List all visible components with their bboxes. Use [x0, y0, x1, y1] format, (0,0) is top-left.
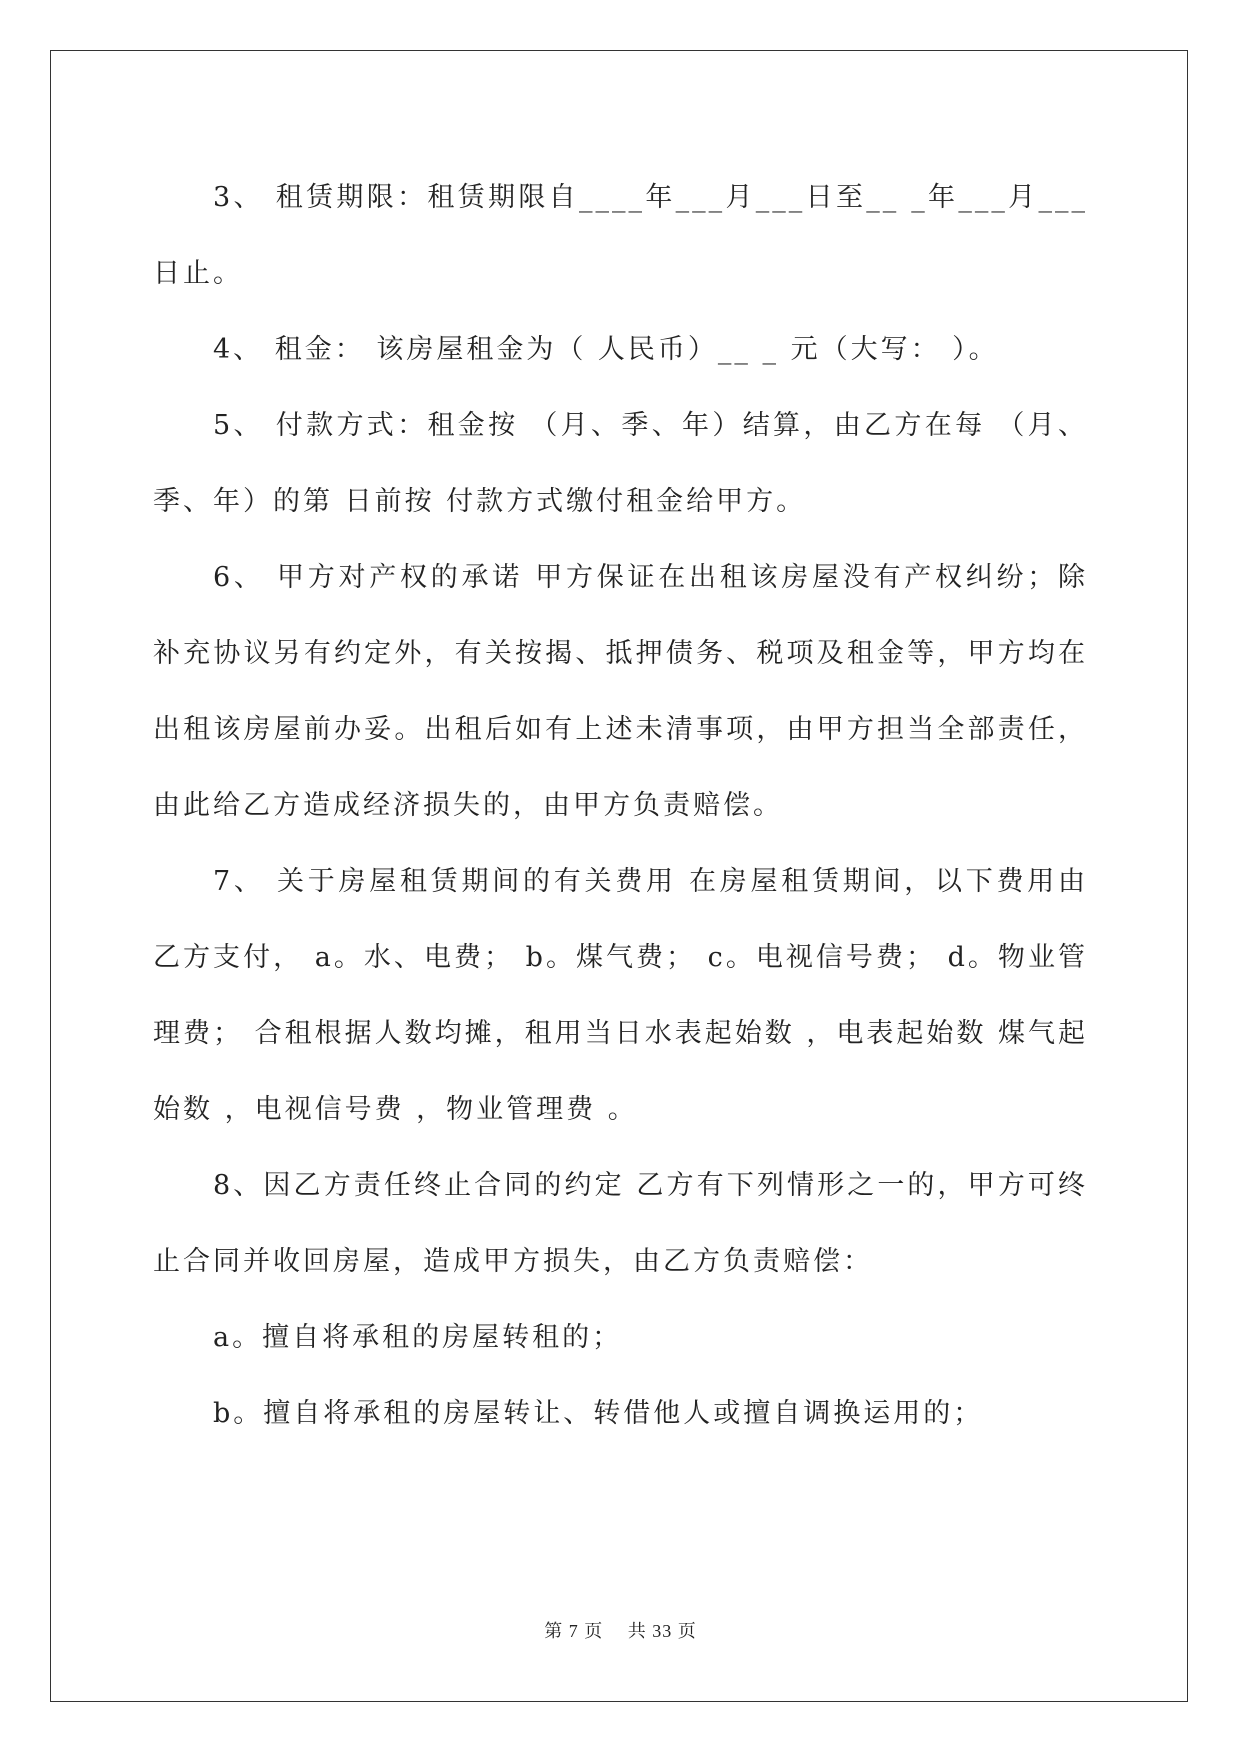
paragraph-lease-term: 3、 租赁期限：租赁期限自____年___月___日至__ _年___月___日止。 — [153, 182, 1088, 289]
paragraph-lease-fees: 7、 关于房屋租赁期间的有关费用 在房屋租赁期间，以下费用由乙方支付， a。水、电费； b。煤气费； c。电视信号费； d。物业管理费； 合租根据人数均摊，租用当日水表起始数 ，电表起始数 煤气起始数 ，电视信号费 ，物业管理费 。 — [153, 866, 1088, 1125]
page-number: 第 7 页 共 33 页 — [544, 1621, 697, 1641]
list-item-a: a。擅自将承租的房屋转租的； — [213, 1322, 623, 1353]
paragraph-rent: 4、 租金： 该房屋租金为（ 人民币）__ _ 元（大写： ）。 — [213, 334, 999, 365]
paragraph-payment-method: 5、 付款方式：租金按 （月、季、年）结算，由乙方在每 （月、季、年）的第 日前按 付款方式缴付租金给甲方。 — [153, 410, 1088, 517]
list-item-b: b。擅自将承租的房屋转让、转借他人或擅自调换运用的； — [213, 1398, 984, 1429]
document-body — [153, 160, 1088, 1452]
paragraph-property-rights: 6、 甲方对产权的承诺 甲方保证在出租该房屋没有产权纠纷；除补充协议另有约定外，有关按揭、抵押债务、税项及租金等，甲方均在出租该房屋前办妥。出租后如有上述未清事项，由甲方担当全部责任，由此给乙方造成经济损失的，由甲方负责赔偿。 — [153, 562, 1088, 821]
paragraph-termination: 8、因乙方责任终止合同的约定 乙方有下列情形之一的，甲方可终止合同并收回房屋，造成甲方损失，由乙方负责赔偿： — [153, 1170, 1088, 1277]
